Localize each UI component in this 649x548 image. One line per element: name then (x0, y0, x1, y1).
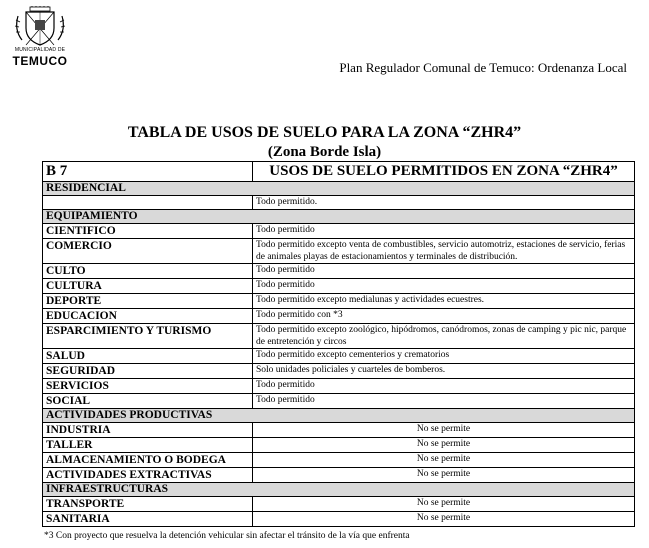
section-label: ACTIVIDADES PRODUCTIVAS (43, 409, 635, 423)
use-value-cell: Todo permitido (253, 394, 635, 409)
table-row (43, 349, 635, 364)
use-value-cell: Todo permitido excepto venta de combustibles, servicio automotriz, estaciones de servicio, ferias de animales playas de estacionamientos y terminales de distribución. (253, 239, 635, 264)
document-header-title: Plan Regulador Comunal de Temuco: Ordenanza Local (339, 60, 627, 75)
table-row (43, 324, 635, 349)
section-header-row (43, 483, 635, 497)
land-use-table (42, 161, 635, 527)
page-title: TABLA DE USOS DE SUELO PARA LA ZONA “ZHR4” (127, 124, 522, 141)
use-value-cell: No se permite (253, 423, 635, 438)
use-name-cell: ESPARCIMIENTO Y TURISMO (43, 324, 253, 349)
use-name-cell: CULTURA (43, 279, 253, 294)
table-row (43, 364, 635, 379)
use-value-cell: Todo permitido con *3 (253, 309, 635, 324)
use-value-cell: Todo permitido. (253, 196, 635, 210)
table-row (43, 279, 635, 294)
table-row (43, 497, 635, 512)
use-value-cell: Todo permitido excepto medialunas y actividades ecuestres. (253, 294, 635, 309)
use-name-cell: ALMACENAMIENTO O BODEGA (43, 453, 253, 468)
table-row (43, 264, 635, 279)
table-row (43, 423, 635, 438)
table-row (43, 438, 635, 453)
use-name-cell: COMERCIO (43, 239, 253, 264)
page-subtitle: (Zona Borde Isla) (267, 144, 382, 160)
section-label: RESIDENCIAL (43, 182, 635, 196)
use-value-cell: Todo permitido (253, 279, 635, 294)
use-name-cell: SERVICIOS (43, 379, 253, 394)
use-value-cell: No se permite (253, 453, 635, 468)
table-row (43, 224, 635, 239)
use-value-cell: Todo permitido excepto cementerios y crematorios (253, 349, 635, 364)
use-value-cell: Solo unidades policiales y cuarteles de bomberos. (253, 364, 635, 379)
use-name-cell: SALUD (43, 349, 253, 364)
table-row (43, 294, 635, 309)
logo-caption-big: TEMUCO (12, 54, 68, 68)
use-name-cell: CIENTIFICO (43, 224, 253, 239)
use-value-cell: No se permite (253, 497, 635, 512)
section-header-row (43, 409, 635, 423)
section-header-row (43, 210, 635, 224)
section-label: INFRAESTRUCTURAS (43, 483, 635, 497)
table-heading: USOS DE SUELO PERMITIDOS EN ZONA “ZHR4” (253, 162, 635, 182)
table-row (43, 512, 635, 527)
use-name-cell: INDUSTRIA (43, 423, 253, 438)
use-name-cell: TRANSPORTE (43, 497, 253, 512)
table-row (43, 309, 635, 324)
coat-of-arms-icon (8, 6, 72, 48)
zone-code: B 7 (43, 162, 253, 182)
use-value-cell: No se permite (253, 438, 635, 453)
use-name-cell: SOCIAL (43, 394, 253, 409)
table-row (43, 379, 635, 394)
use-value-cell: Todo permitido (253, 224, 635, 239)
use-name-cell: DEPORTE (43, 294, 253, 309)
use-name-cell: SANITARIA (43, 512, 253, 527)
use-name-cell: CULTO (43, 264, 253, 279)
section-label: EQUIPAMIENTO (43, 210, 635, 224)
municipality-logo (8, 6, 72, 68)
footnote: *3 Con proyecto que resuelva la detención vehicular sin afectar el tránsito de la vía que enfrenta (44, 531, 410, 541)
use-name-cell: SEGURIDAD (43, 364, 253, 379)
table-header-row (43, 162, 635, 182)
table-row (43, 394, 635, 409)
table-row (43, 239, 635, 264)
use-value-cell: Todo permitido (253, 264, 635, 279)
table-row (43, 453, 635, 468)
logo-caption-small: MUNICIPALIDAD DE (14, 47, 66, 53)
section-header-row (43, 182, 635, 196)
use-value-cell: Todo permitido excepto zoológico, hipódromos, canódromos, zonas de camping y pic nic, parque de entretención y circos (253, 324, 635, 349)
use-value-cell: No se permite (253, 512, 635, 527)
table-row (43, 468, 635, 483)
use-value-cell: Todo permitido (253, 379, 635, 394)
use-name-cell: ACTIVIDADES EXTRACTIVAS (43, 468, 253, 483)
use-name-cell: TALLER (43, 438, 253, 453)
use-name-cell: EDUCACION (43, 309, 253, 324)
use-name-cell (43, 196, 253, 210)
table-row (43, 196, 635, 210)
use-value-cell: No se permite (253, 468, 635, 483)
